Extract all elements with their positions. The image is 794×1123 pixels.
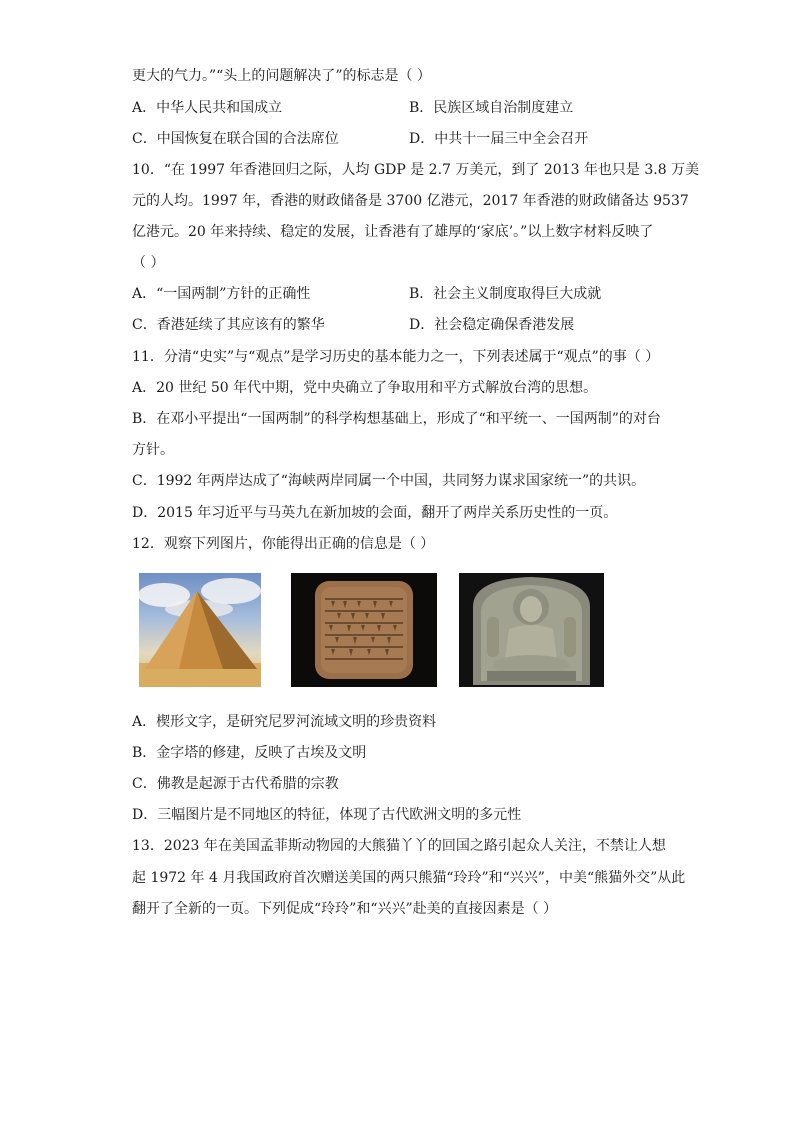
- q9-option-c: C．中国恢复在联合国的合法席位: [132, 131, 339, 147]
- q10-option-a: A．“一国两制”方针的正确性: [132, 286, 311, 302]
- cuneiform-tablet-illustration: [291, 573, 437, 687]
- q11-option-d: D．2015 年习近平与马英九在新加坡的会面，翻开了两岸关系历史性的一页。: [132, 505, 618, 521]
- pyramid-illustration: [139, 573, 261, 687]
- q9-options-row-1: [132, 98, 672, 118]
- q9-stem-end: 更大的气力。”“头上的问题解决了”的标志是（ ）: [132, 68, 431, 84]
- q10-options-row-2: [132, 315, 672, 335]
- q13-stem-line-2: 起 1972 年 4 月我国政府首次赠送美国的两只熊猫“玲玲”和“兴兴”，中美“熊猫外交”从此: [132, 870, 686, 886]
- q12-option-b: B．金字塔的修建，反映了古埃及文明: [132, 745, 367, 761]
- buddha-relief-illustration: [459, 573, 604, 687]
- q13-stem-line-3: 翻开了全新的一页。下列促成“玲玲”和“兴兴”赴美的直接因素是（ ）: [132, 901, 558, 917]
- q10-option-c: C．香港延续了其应该有的繁华: [132, 317, 325, 333]
- q13-stem-line-1: 13．2023 年在美国孟菲斯动物园的大熊猫丫丫的回国之路引起众人关注，不禁让人想: [132, 838, 666, 854]
- q9-options-row-2: [132, 129, 672, 149]
- q11-option-c: C．1992 年两岸达成了“海峡两岸同属一个中国，共同努力谋求国家统一”的共识。: [132, 473, 646, 489]
- buddha-relief-photo: [459, 573, 604, 687]
- q10-stem-line-2: 元的人均。1997 年，香港的财政储备是 3700 亿港元，2017 年香港的财政储备达 9537: [132, 193, 689, 209]
- q10-option-b: B．社会主义制度取得巨大成就: [409, 286, 602, 302]
- cuneiform-tablet-photo: [291, 573, 437, 687]
- q12-option-a: A．楔形文字，是研究尼罗河流域文明的珍贵资料: [132, 714, 437, 730]
- q9-option-d: D．中共十一届三中全会召开: [409, 131, 589, 147]
- q9-option-a: A．中华人民共和国成立: [132, 100, 283, 116]
- q10-options-row-1: [132, 284, 672, 304]
- q11-option-b-cont: 方针。: [132, 442, 174, 458]
- q10-stem-line-4: （ ）: [132, 255, 165, 271]
- pyramid-photo: [139, 573, 261, 687]
- q9-option-b: B．民族区域自治制度建立: [409, 100, 574, 116]
- q11-option-a: A．20 世纪 50 年代中期，党中央确立了争取用和平方式解放台湾的思想。: [132, 380, 598, 396]
- q11-stem: 11．分清“史实”与“观点”是学习历史的基本能力之一，下列表述属于“观点”的事（ ）: [132, 349, 660, 365]
- q10-stem-line-3: 亿港元。20 年来持续、稳定的发展，让香港有了雄厚的‘家底’。”以上数字材料反映了: [132, 224, 654, 240]
- q10-option-d: D．社会稳定确保香港发展: [409, 317, 575, 333]
- q12-option-c: C．佛教是起源于古代希腊的宗教: [132, 776, 339, 792]
- q12-option-d: D．三幅图片是不同地区的特征，体现了古代欧洲文明的多元性: [132, 807, 522, 823]
- q10-stem-line-1: 10．“在 1997 年香港回归之际，人均 GDP 是 2.7 万美元，到了 2013 年也只是 3.8 万美: [132, 162, 700, 178]
- q11-option-b: B．在邓小平提出“一国两制”的科学构想基础上，形成了“和平统一、一国两制”的对台: [132, 411, 661, 427]
- q12-stem: 12．观察下列图片，你能得出正确的信息是（ ）: [132, 536, 435, 552]
